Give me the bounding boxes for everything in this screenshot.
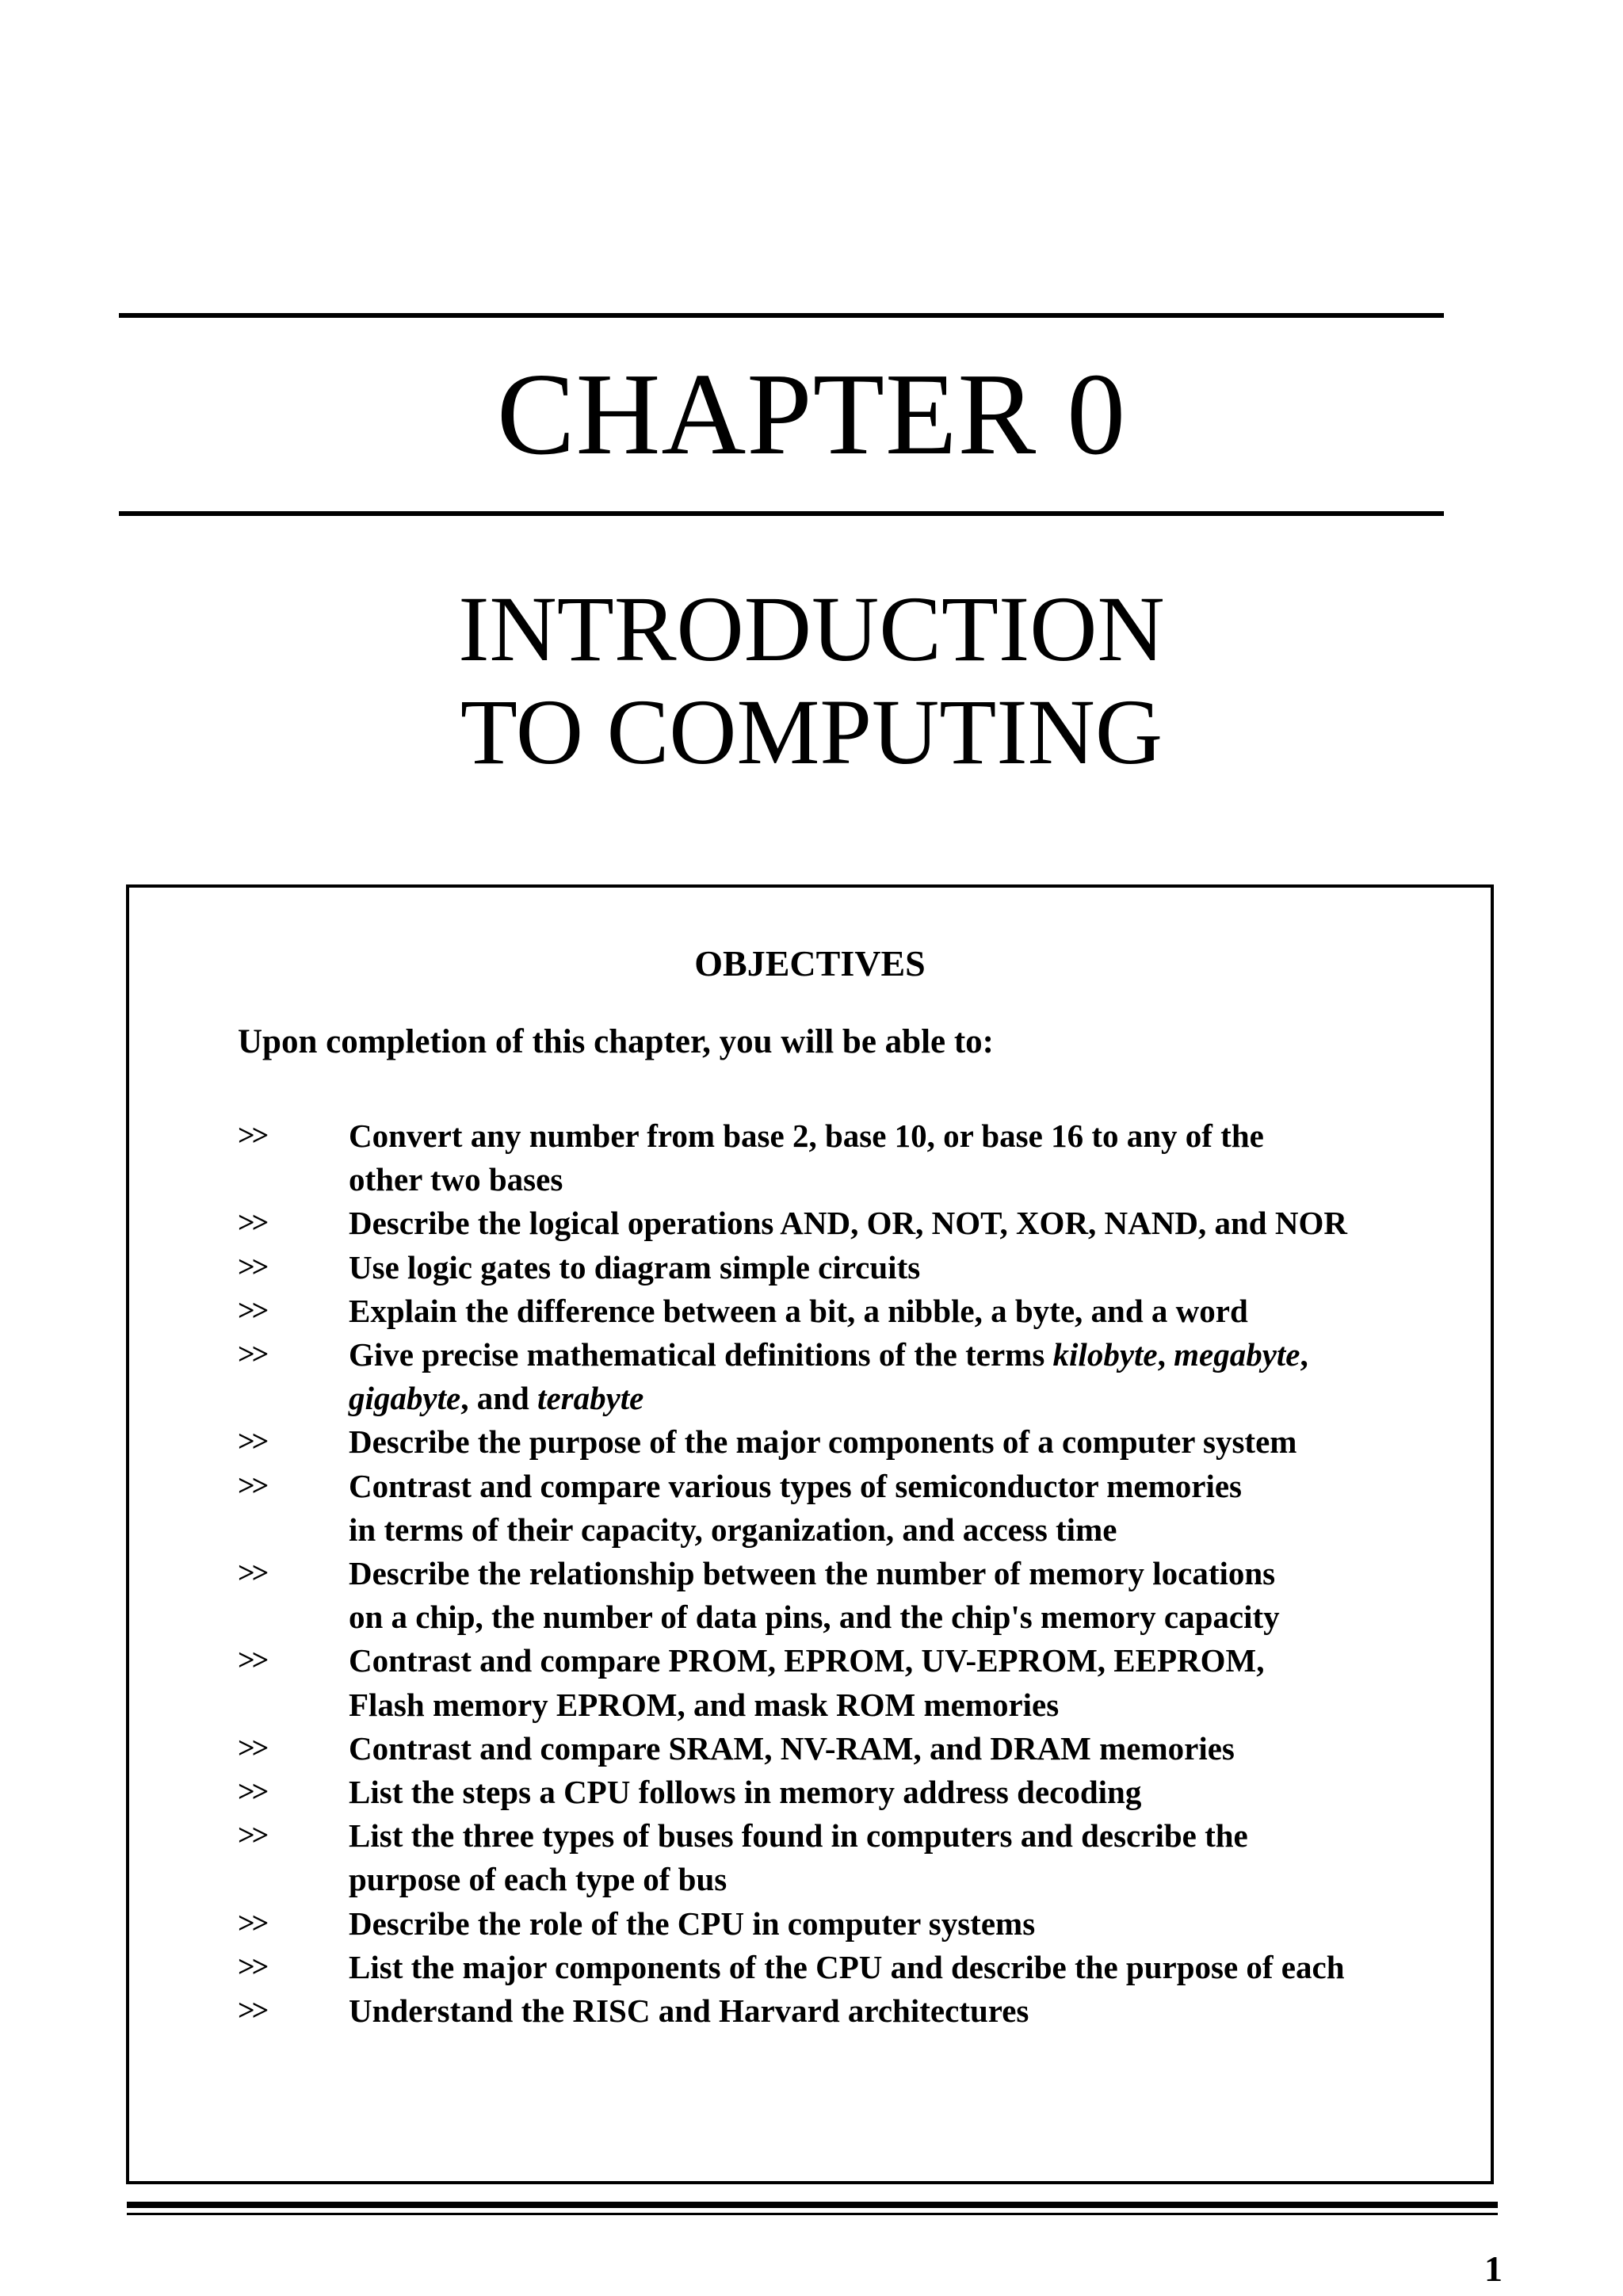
objective-item: [238, 1114, 1347, 1201]
objective-text-line: in terms of their capacity, organization, and access time: [349, 1511, 1117, 1548]
objective-item: [238, 1771, 1347, 1814]
objectives-list: [238, 1114, 1347, 2033]
objective-text-line: purpose of each type of bus: [349, 1861, 727, 1898]
bullet-marker: >>: [238, 1775, 266, 1809]
objective-item: [238, 1465, 1347, 1552]
bullet-marker: >>: [238, 1819, 266, 1853]
objective-item: [238, 1552, 1347, 1639]
bullet-marker: >>: [238, 1950, 266, 1984]
objective-item: [238, 1639, 1347, 1726]
objective-text-line: Use logic gates to diagram simple circuits: [349, 1248, 921, 1286]
objective-text-line: List the three types of buses found in computers and describe the: [349, 1817, 1248, 1855]
objective-text-line: other two bases: [349, 1161, 563, 1198]
objective-item: [238, 1989, 1347, 2033]
title-rule: [119, 511, 1444, 516]
objectives-heading: OBJECTIVES: [694, 943, 926, 984]
objective-text-line: Contrast and compare various types of semiconductor memories: [349, 1467, 1242, 1504]
bullet-marker: >>: [238, 1338, 266, 1372]
objective-text-line: Explain the difference between a bit, a nibble, a byte, and a word: [349, 1292, 1248, 1329]
bullet-marker: >>: [238, 1644, 266, 1678]
bullet-marker: >>: [238, 1994, 266, 2028]
bullet-marker: >>: [238, 1206, 266, 1240]
footer-rule: [127, 2202, 1498, 2208]
chapter-title: CHAPTER 0: [496, 350, 1127, 479]
bullet-marker: >>: [238, 1119, 266, 1152]
objective-text-line: List the major components of the CPU and describe the purpose of each: [349, 1948, 1345, 1985]
objective-text-line: gigabyte, and terabyte: [349, 1380, 644, 1417]
objective-text-line: on a chip, the number of data pins, and the chip's memory capacity: [349, 1599, 1280, 1636]
objective-item: [238, 1727, 1347, 1771]
bullet-marker: >>: [238, 1293, 266, 1328]
footer-rule-thin: [127, 2213, 1498, 2215]
objectives-intro: Upon completion of this chapter, you will be able to:: [238, 1023, 994, 1060]
objective-text-line: Flash memory EPROM, and mask ROM memories: [349, 1686, 1060, 1723]
objective-item: [238, 1246, 1347, 1289]
objective-text-line: Convert any number from base 2, base 10, or base 16 to any of the: [349, 1117, 1264, 1154]
objective-item: [238, 1946, 1347, 1989]
objective-item: [238, 1289, 1347, 1333]
objective-text-line: Describe the purpose of the major components of a computer system: [349, 1423, 1297, 1461]
bullet-marker: >>: [238, 1425, 266, 1459]
bullet-marker: >>: [238, 1469, 266, 1503]
objective-item: [238, 1333, 1347, 1420]
objective-text-line: Contrast and compare SRAM, NV-RAM, and DRAM memories: [349, 1729, 1235, 1767]
page-number: 1: [1484, 2248, 1503, 2289]
chapter-subtitle-line-2: TO COMPUTING: [460, 680, 1163, 784]
chapter-subtitle-line-1: INTRODUCTION: [458, 577, 1165, 681]
objective-item: [238, 1902, 1347, 1946]
italic-term: kilobyte: [1052, 1336, 1158, 1373]
bullet-marker: >>: [238, 1731, 266, 1765]
objective-text-line: Understand the RISC and Harvard architectures: [349, 1992, 1029, 2030]
italic-term: terabyte: [537, 1380, 644, 1417]
objective-text-line: Describe the logical operations AND, OR, NOT, XOR, NAND, and NOR: [349, 1205, 1347, 1242]
objectives-box: [126, 884, 1494, 2184]
objective-item: [238, 1201, 1347, 1245]
objective-text-line: List the steps a CPU follows in memory address decoding: [349, 1774, 1142, 1811]
top-rule: [119, 313, 1444, 318]
bullet-marker: >>: [238, 1557, 266, 1591]
objective-text-line: Describe the relationship between the number of memory locations: [349, 1555, 1276, 1592]
bullet-marker: >>: [238, 1906, 266, 1940]
italic-term: megabyte: [1174, 1336, 1300, 1373]
italic-term: gigabyte: [349, 1380, 461, 1417]
objective-text-line: Give precise mathematical definitions of the terms kilobyte, megabyte,: [349, 1336, 1308, 1373]
bullet-marker: >>: [238, 1250, 266, 1284]
objective-item: [238, 1420, 1347, 1464]
objective-text-line: Describe the role of the CPU in computer systems: [349, 1904, 1036, 1942]
objective-item: [238, 1814, 1347, 1901]
objective-text-line: Contrast and compare PROM, EPROM, UV-EPROM, EEPROM,: [349, 1642, 1265, 1679]
